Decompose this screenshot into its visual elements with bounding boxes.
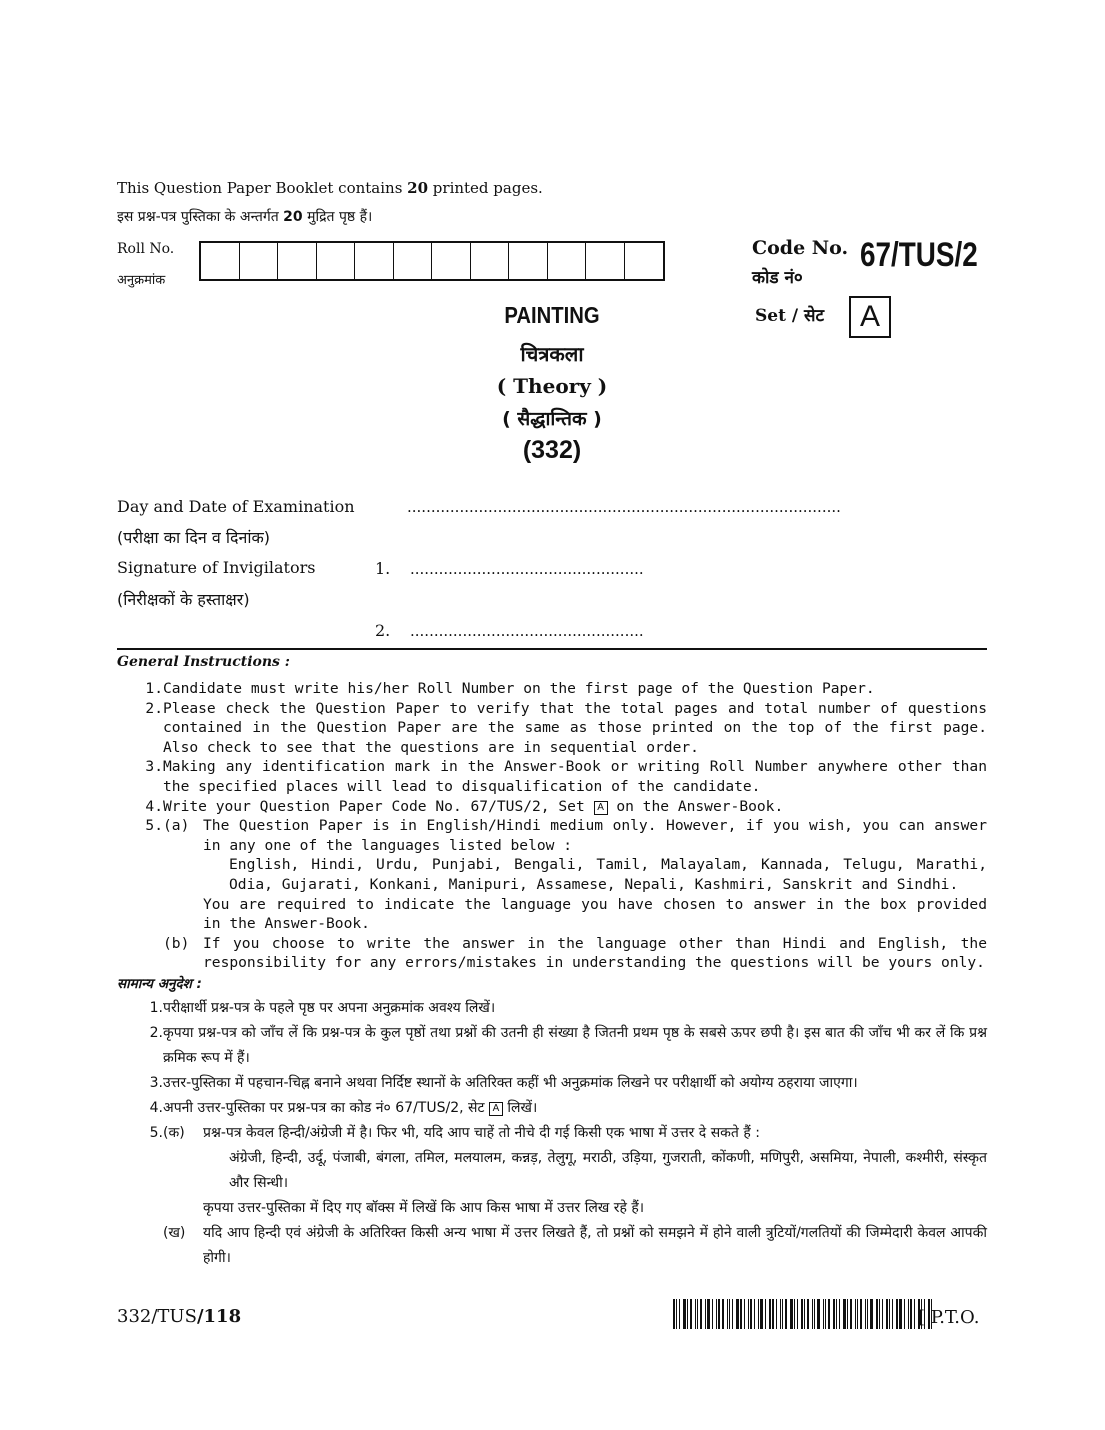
sub-item-label: (a) (163, 817, 190, 835)
signature-label-hi: (निरीक्षकों के हस्ताक्षर) (117, 590, 250, 609)
instruction-item (117, 1121, 987, 1271)
roll-number-cell[interactable] (432, 243, 471, 279)
instruction-number: 5. (145, 817, 163, 835)
language-list: अंग्रेजी, हिन्दी, उर्दू, पंजाबी, बंगला, तमिल, मलयालम, कन्नड़, तेलुगू, मराठी, उड़िया, गुजराती, कोंकणी, मणिपुरी, असमिया, नेपाली, कश्मीरी, संस्कृत और सिन्धी। (229, 1150, 987, 1191)
barcode (673, 1299, 934, 1329)
barcode-bar (683, 1299, 686, 1329)
barcode-bar (904, 1299, 905, 1329)
sub-item-note: कृपया उत्तर-पुस्तिका में दिए गए बॉक्स में लिखें कि आप किस भाषा में उत्तर लिख रहे हैं। (203, 1200, 645, 1216)
divider-rule (117, 648, 987, 650)
footer-paper-code (117, 1306, 241, 1327)
roll-number-cell[interactable] (509, 243, 548, 279)
booklet-line-en-suffix: printed pages. (428, 179, 543, 197)
barcode-bar (825, 1299, 826, 1329)
instruction-text (163, 1096, 987, 1121)
barcode-bar (804, 1299, 805, 1329)
instruction-item (117, 797, 987, 817)
barcode-bar (748, 1299, 749, 1329)
barcode-bar (889, 1299, 890, 1329)
instruction-text: Please check the Question Paper to verify that the total pages and total number of questions contained in the Question Paper are the same as those printed on the top of the first page. Also check to see that the questions are in sequential order. (163, 699, 987, 756)
instruction-text: कृपया प्रश्न-पत्र को जाँच लें कि प्रश्न-पत्र के कुल पृष्ठों तथा प्रश्नों की उतनी ही संख्या है जितनी प्रथम पृष्ठ के सबसे ऊपर छपी है। इस बात की जाँच भी कर लें कि प्रश्न क्रमिक रूप में हैं। (163, 1025, 987, 1066)
roll-number-cell[interactable] (471, 243, 510, 279)
hindi-instructions-list (117, 996, 987, 1271)
sub-item-text: If you choose to write the answer in the language other than Hindi and English, the responsibility for any errors/mistakes in understanding the questions will be yours only. (203, 934, 987, 972)
instruction-number: 4. (149, 1100, 163, 1116)
roll-number-cell[interactable] (625, 243, 664, 279)
set-value: A (859, 300, 880, 333)
booklet-line-en-text: This Question Paper Booklet contains (117, 179, 408, 197)
barcode-bar (718, 1299, 720, 1329)
barcode-bar (860, 1299, 862, 1329)
instruction-item (117, 1096, 987, 1121)
instruction-item (117, 996, 987, 1021)
hindi-instructions-heading: सामान्य अनुदेश : (117, 976, 202, 992)
instruction-number: 4. (145, 797, 163, 815)
barcode-bar (772, 1299, 774, 1329)
instruction-item (117, 699, 987, 758)
barcode-bar (843, 1299, 846, 1329)
general-instructions-heading: General Instructions : (117, 654, 290, 670)
invigilator-2-field[interactable]: ................................................. (410, 622, 644, 640)
pto-label: [ P.T.O. (918, 1307, 980, 1328)
sub-item-label: (ख) (163, 1225, 186, 1241)
barcode-bar (870, 1299, 873, 1329)
barcode-bar (857, 1299, 858, 1329)
instruction-number: 2. (145, 699, 163, 717)
footer-code-mid: TUS (157, 1306, 197, 1327)
roll-label-hi: अनुक्रमांक (117, 273, 166, 288)
set-mini-box: A (594, 801, 608, 815)
barcode-bar (899, 1299, 902, 1329)
roll-number-cell[interactable] (355, 243, 394, 279)
instruction-text-prefix: Write your Question Paper Code No. 67/TUS/2, Set (163, 797, 594, 815)
instruction-number: 3. (149, 1075, 163, 1091)
barcode-bar (823, 1299, 824, 1329)
booklet-line-hi-text: इस प्रश्न-पत्र पुस्तिका के अन्तर्गत (117, 209, 284, 225)
barcode-bar (697, 1299, 698, 1329)
barcode-bar (896, 1299, 898, 1329)
language-list: English, Hindi, Urdu, Punjabi, Bengali, Tamil, Malayalam, Kannada, Telugu, Marathi, Odia, Gujarati, Konkani, Manipuri, Assamese, Nepali, Kashmiri, Sanskrit and Sindhi. (229, 856, 987, 893)
barcode-bar (801, 1299, 803, 1329)
roll-number-cell[interactable] (394, 243, 433, 279)
barcode-bar (687, 1299, 688, 1329)
instruction-text: Making any identification mark in the Answer-Book or writing Roll Number anywhere other than the specified places will lead to disqualification of the candidate. (163, 758, 987, 795)
barcode-bar (729, 1299, 730, 1329)
instruction-number: 2. (149, 1025, 163, 1041)
page-count-bold-hi: 20 (283, 209, 303, 225)
barcode-bar (865, 1299, 866, 1329)
barcode-bar (679, 1299, 680, 1329)
roll-number-cell[interactable] (278, 243, 317, 279)
barcode-bar (794, 1299, 795, 1329)
instruction-item (117, 679, 987, 699)
booklet-pages-line-en (117, 179, 543, 197)
set-box (849, 296, 891, 338)
barcode-bar (807, 1299, 809, 1329)
instruction-number: 1. (149, 1000, 163, 1016)
barcode-bar (892, 1299, 893, 1329)
barcode-bar (776, 1299, 777, 1329)
instruction-item (117, 757, 987, 796)
barcode-bar (673, 1299, 675, 1329)
instruction-item (117, 1071, 987, 1096)
page-count-bold: 20 (407, 179, 429, 197)
set-label: Set / सेट (755, 306, 825, 326)
barcode-bar (867, 1299, 868, 1329)
instruction-text-suffix: लिखें। (502, 1100, 538, 1116)
barcode-bar (700, 1299, 702, 1329)
code-label-hi: कोड नं० (752, 268, 803, 288)
code-label-en: Code No. (752, 237, 849, 259)
barcode-bar (855, 1299, 856, 1329)
barcode-bar (695, 1299, 696, 1329)
day-date-field[interactable]: ........................................................................................... (407, 498, 841, 516)
instruction-text (163, 1121, 987, 1271)
instruction-text (163, 816, 987, 973)
barcode-bar (839, 1299, 840, 1329)
barcode-bar (722, 1299, 724, 1329)
barcode-bar (814, 1299, 815, 1329)
barcode-bar (782, 1299, 783, 1329)
instruction-number: 1. (145, 680, 163, 697)
barcode-bar (758, 1299, 759, 1329)
barcode-bar (740, 1299, 742, 1329)
subject-title-en: PAINTING (504, 302, 600, 328)
roll-number-cell[interactable] (240, 243, 279, 279)
barcode-bar (914, 1299, 915, 1329)
barcode-bar (676, 1299, 677, 1329)
instruction-item (117, 1021, 987, 1071)
code-value: 67/TUS/2 (860, 236, 978, 274)
subject-code: (332) (522, 436, 582, 464)
general-instructions-list (117, 679, 987, 973)
barcode-bar (790, 1299, 793, 1329)
barcode-bar (797, 1299, 798, 1329)
barcode-bar (705, 1299, 706, 1329)
subject-title-hi: चित्रकला (520, 342, 584, 366)
instruction-number: 3. (145, 758, 163, 776)
instruction-text: उत्तर-पुस्तिका में पहचान-चिह्न बनाने अथवा निर्दिष्ट स्थानों के अतिरिक्त कहीं भी अनुक्रमांक लिखने पर परीक्षार्थी को अयोग्य ठहराया जाएगा। (163, 1075, 858, 1091)
set-mini-box: A (489, 1102, 503, 1116)
footer-code-sep: / (196, 1306, 204, 1327)
instruction-text-suffix: on the Answer-Book. (607, 797, 784, 815)
barcode-bar (785, 1299, 787, 1329)
barcode-bar (765, 1299, 766, 1329)
barcode-bar (754, 1299, 755, 1329)
barcode-bar (712, 1299, 713, 1329)
roll-number-cell[interactable] (317, 243, 356, 279)
day-date-label-hi: (परीक्षा का दिन व दिनांक) (117, 528, 271, 547)
barcode-bar (876, 1299, 878, 1329)
barcode-bar (836, 1299, 837, 1329)
barcode-bar (908, 1299, 909, 1329)
paper-type-hi: ( सैद्धान्तिक ) (502, 408, 602, 430)
instruction-text: परीक्षार्थी प्रश्न-पत्र के पहले पृष्ठ पर अपना अनुक्रमांक अवश्य लिखें। (163, 1000, 496, 1016)
signature-label-en: Signature of Invigilators (117, 558, 316, 577)
barcode-bar (910, 1299, 912, 1329)
barcode-bar (833, 1299, 835, 1329)
roll-number-cell[interactable] (548, 243, 587, 279)
instruction-text-prefix: अपनी उत्तर-पुस्तिका पर प्रश्न-पत्र का कोड नं० 67/TUS/2, सेट (163, 1100, 489, 1116)
instruction-text (163, 797, 987, 817)
barcode-bar (736, 1299, 739, 1329)
booklet-pages-line-hi (117, 207, 372, 226)
invigilator-2-number: 2. (375, 621, 391, 640)
booklet-line-hi-suffix: मुद्रित पृष्ठ हैं। (302, 209, 373, 225)
roll-label-en: Roll No. (117, 241, 175, 257)
barcode-bar (850, 1299, 852, 1329)
instruction-item (117, 816, 987, 973)
roll-number-cell[interactable] (201, 243, 240, 279)
sub-item-text: The Question Paper is in English/Hindi medium only. However, if you wish, you can answer in any one of the languages listed below : (203, 817, 987, 854)
sub-item-text: यदि आप हिन्दी एवं अंग्रेजी के अतिरिक्त किसी अन्य भाषा में उत्तर लिखते हैं, तो प्रश्नों को समझने में होने वाली त्रुटियों/गलतियों की जिम्मेदारी केवल आपकी होगी। (203, 1225, 987, 1266)
barcode-bar (769, 1299, 771, 1329)
invigilator-1-field[interactable]: ................................................. (410, 560, 644, 578)
barcode-bar (690, 1299, 692, 1329)
invigilator-1-number: 1. (375, 559, 391, 578)
barcode-bar (732, 1299, 733, 1329)
sub-item-text: प्रश्न-पत्र केवल हिन्दी/अंग्रेजी में है। फिर भी, यदि आप चाहें तो नीचे दी गई किसी एक भाषा में उत्तर दे सकते हैं : (203, 1125, 760, 1141)
sub-item-label: (क) (163, 1125, 185, 1141)
footer-code-num: 118 (203, 1306, 242, 1327)
barcode-bar (817, 1299, 820, 1329)
barcode-bar (886, 1299, 888, 1329)
barcode-bar (847, 1299, 848, 1329)
instruction-text: Candidate must write his/her Roll Number on the first page of the Question Paper. (163, 680, 875, 697)
barcode-bar (882, 1299, 883, 1329)
day-date-label-en: Day and Date of Examination (117, 497, 355, 516)
barcode-bar (760, 1299, 763, 1329)
paper-type-en: ( Theory ) (496, 374, 608, 398)
sub-item-note: You are required to indicate the language you have chosen to answer in the box provided in the Answer-Book. (203, 895, 987, 933)
footer-code-prefix: 332/ (117, 1306, 158, 1327)
barcode-bar (780, 1299, 781, 1329)
instruction-number: 5. (149, 1125, 163, 1141)
barcode-bar (879, 1299, 880, 1329)
barcode-bar (812, 1299, 813, 1329)
barcode-bar (744, 1299, 745, 1329)
barcode-bar (716, 1299, 717, 1329)
roll-number-cell[interactable] (586, 243, 625, 279)
roll-number-grid[interactable] (199, 241, 665, 281)
barcode-bar (707, 1299, 710, 1329)
barcode-bar (727, 1299, 728, 1329)
sub-item-label: (b) (163, 934, 190, 952)
barcode-bar (828, 1299, 830, 1329)
barcode-bar (750, 1299, 752, 1329)
